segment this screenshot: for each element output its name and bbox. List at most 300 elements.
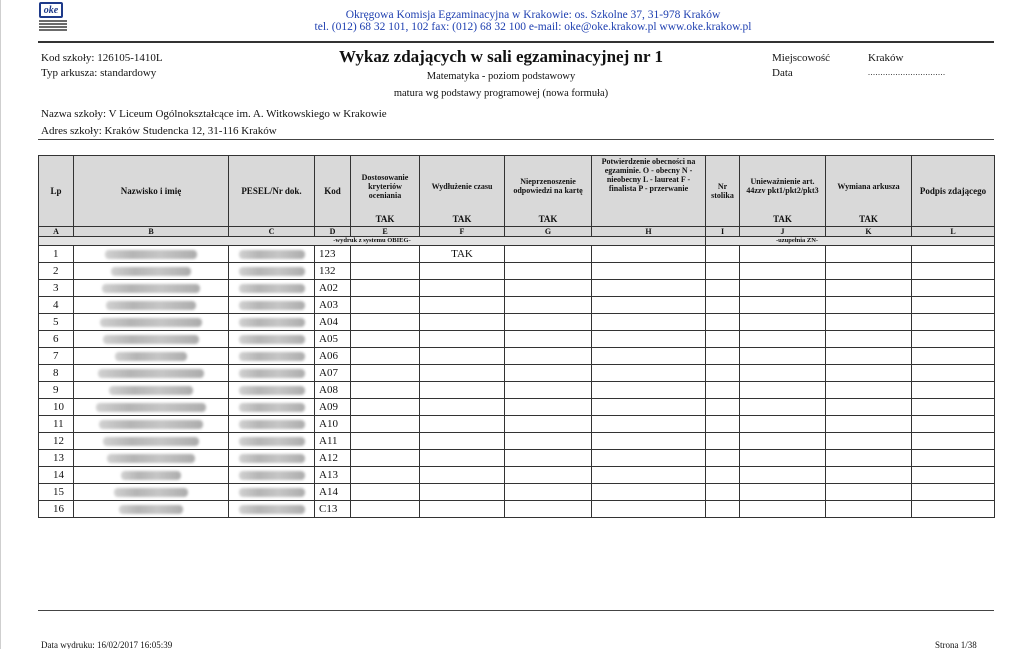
cell-lp: 7 [39, 348, 74, 365]
cell-pesel-redacted [229, 501, 315, 518]
cell-name-redacted [74, 382, 229, 399]
cell-lp: 11 [39, 416, 74, 433]
cell-empty [912, 382, 995, 399]
cell-kod: 123 [315, 246, 351, 263]
cell-lp: 5 [39, 314, 74, 331]
cell-kod: A02 [315, 280, 351, 297]
redacted-name [114, 488, 188, 497]
cell-name-redacted [74, 484, 229, 501]
exam-formula: matura wg podstawy programowej (nowa formuła) [393, 88, 609, 99]
cell-empty [351, 450, 420, 467]
cell-empty [826, 467, 912, 484]
cell-empty [740, 263, 826, 280]
column-header [505, 156, 592, 227]
cell-empty [592, 348, 706, 365]
column-letter: I [706, 227, 740, 237]
note-system-printout: -wydruk z systemu OBIEG- [39, 237, 706, 246]
cell-empty [826, 484, 912, 501]
cell-empty [592, 331, 706, 348]
page-title: Wykaz zdających w sali egzaminacyjnej nr 1 [339, 47, 663, 66]
cell-empty [351, 382, 420, 399]
cell-pesel-redacted [229, 433, 315, 450]
cell-name-redacted [74, 331, 229, 348]
redacted-name [119, 505, 183, 514]
cell-lp: 6 [39, 331, 74, 348]
cell-empty [505, 416, 592, 433]
candidates-table [38, 155, 995, 518]
cell-empty [351, 297, 420, 314]
table-row [39, 382, 995, 399]
cell-name-redacted [74, 433, 229, 450]
cell-extended-time [420, 314, 505, 331]
column-letter: D [315, 227, 351, 237]
cell-empty [505, 280, 592, 297]
column-header-label: Potwierdzenie obecności na egzaminie. O - obecny N - nieobecny L - laureat F - finalista P - przerwanie [601, 157, 696, 193]
location-label: Miejscowość [772, 52, 831, 64]
cell-empty [592, 433, 706, 450]
cell-empty [912, 314, 995, 331]
column-header-label: Nieprzenoszenie odpowiedzi na kartę [513, 177, 583, 195]
cell-lp: 14 [39, 467, 74, 484]
column-header-option: TAK [538, 214, 558, 224]
cell-extended-time [420, 501, 505, 518]
cell-extended-time: TAK [420, 246, 505, 263]
cell-extended-time [420, 297, 505, 314]
cell-kod: C13 [315, 501, 351, 518]
table-row [39, 416, 995, 433]
column-header [592, 156, 706, 227]
column-header-label: Nr stolika [711, 182, 734, 200]
cell-empty [351, 263, 420, 280]
column-header-option: TAK [773, 214, 792, 224]
cell-kod: A05 [315, 331, 351, 348]
table-row [39, 365, 995, 382]
cell-empty [826, 263, 912, 280]
cell-pesel-redacted [229, 484, 315, 501]
table-note-row [39, 237, 995, 246]
column-letter: L [912, 227, 995, 237]
cell-empty [592, 365, 706, 382]
cell-name-redacted [74, 501, 229, 518]
redacted-pesel [239, 352, 305, 361]
cell-lp: 1 [39, 246, 74, 263]
cell-empty [505, 331, 592, 348]
cell-extended-time [420, 484, 505, 501]
column-header-option: TAK [452, 214, 472, 224]
column-header [39, 156, 74, 227]
cell-empty [706, 433, 740, 450]
cell-name-redacted [74, 297, 229, 314]
cell-extended-time [420, 467, 505, 484]
cell-empty [351, 331, 420, 348]
cell-empty [826, 433, 912, 450]
cell-empty [912, 246, 995, 263]
cell-lp: 3 [39, 280, 74, 297]
column-letter: F [420, 227, 505, 237]
cell-extended-time [420, 263, 505, 280]
cell-empty [740, 365, 826, 382]
cell-empty [740, 467, 826, 484]
cell-empty [740, 297, 826, 314]
cell-empty [592, 416, 706, 433]
cell-empty [826, 365, 912, 382]
cell-empty [505, 246, 592, 263]
cell-empty [351, 433, 420, 450]
redacted-name [98, 369, 204, 378]
cell-empty [826, 382, 912, 399]
cell-empty [740, 399, 826, 416]
cell-pesel-redacted [229, 416, 315, 433]
cell-name-redacted [74, 263, 229, 280]
cell-empty [740, 501, 826, 518]
cell-extended-time [420, 399, 505, 416]
column-header-label: Unieważnienie art. 44zzv pkt1/pkt2/pkt3 [746, 177, 819, 195]
redacted-name [109, 386, 193, 395]
cell-empty [706, 484, 740, 501]
cell-name-redacted [74, 246, 229, 263]
cell-empty [912, 467, 995, 484]
cell-empty [912, 365, 995, 382]
redacted-pesel [239, 335, 305, 344]
column-letter: G [505, 227, 592, 237]
cell-empty [351, 314, 420, 331]
cell-empty [912, 450, 995, 467]
cell-empty [592, 280, 706, 297]
cell-empty [351, 365, 420, 382]
cell-empty [912, 263, 995, 280]
column-header-label: Podpis zdającego [919, 185, 987, 196]
cell-empty [740, 382, 826, 399]
school-code: Kod szkoły: 126105-1410L [41, 52, 163, 64]
school-address: Adres szkoły: Kraków Studencka 12, 31-116 Kraków [41, 125, 277, 137]
table-row [39, 331, 995, 348]
oke-logo-mark: oke [39, 2, 63, 18]
cell-empty [912, 297, 995, 314]
cell-empty [740, 450, 826, 467]
cell-empty [505, 297, 592, 314]
location-value: Kraków [868, 52, 904, 64]
cell-lp: 13 [39, 450, 74, 467]
cell-empty [740, 280, 826, 297]
redacted-pesel [239, 488, 305, 497]
cell-empty [592, 263, 706, 280]
column-header-label: Wydłużenie czasu [431, 181, 493, 191]
column-header [912, 156, 995, 227]
cell-empty [592, 297, 706, 314]
date-label: Data [772, 67, 793, 79]
cell-empty [505, 467, 592, 484]
cell-empty [706, 382, 740, 399]
column-header-label: PESEL/Nr dok. [241, 185, 302, 196]
redacted-name [102, 284, 200, 293]
column-letter: H [592, 227, 706, 237]
table-row [39, 280, 995, 297]
column-header [740, 156, 826, 227]
column-header-label: Nazwisko i imię [120, 185, 182, 196]
school-name: Nazwa szkoły: V Liceum Ogólnokształcące im. A. Witkowskiego w Krakowie [41, 108, 387, 120]
cell-pesel-redacted [229, 263, 315, 280]
cell-empty [826, 280, 912, 297]
redacted-pesel [239, 318, 305, 327]
cell-empty [740, 348, 826, 365]
cell-empty [351, 416, 420, 433]
cell-empty [706, 314, 740, 331]
redacted-name [115, 352, 187, 361]
cell-empty [505, 263, 592, 280]
cell-empty [505, 314, 592, 331]
cell-pesel-redacted [229, 246, 315, 263]
cell-lp: 16 [39, 501, 74, 518]
redacted-pesel [239, 403, 305, 412]
cell-empty [351, 399, 420, 416]
cell-pesel-redacted [229, 365, 315, 382]
cell-empty [826, 314, 912, 331]
cell-empty [592, 467, 706, 484]
cell-kod: A09 [315, 399, 351, 416]
cell-empty [592, 501, 706, 518]
cell-empty [351, 348, 420, 365]
cell-empty [351, 467, 420, 484]
column-header-label: Wymiana arkusza [837, 181, 900, 191]
cell-name-redacted [74, 365, 229, 382]
cell-empty [706, 263, 740, 280]
table-row [39, 484, 995, 501]
cell-empty [706, 246, 740, 263]
cell-name-redacted [74, 399, 229, 416]
cell-name-redacted [74, 416, 229, 433]
cell-pesel-redacted [229, 280, 315, 297]
cell-empty [706, 416, 740, 433]
cell-pesel-redacted [229, 314, 315, 331]
redacted-pesel [239, 369, 305, 378]
cell-extended-time [420, 280, 505, 297]
redacted-name [105, 250, 197, 259]
column-header-label: Kod [324, 185, 341, 196]
column-header [315, 156, 351, 227]
cell-pesel-redacted [229, 450, 315, 467]
column-header-label: Lp [50, 185, 62, 196]
cell-empty [740, 314, 826, 331]
cell-pesel-redacted [229, 297, 315, 314]
redacted-name [100, 318, 202, 327]
sheet-type: Typ arkusza: standardowy [41, 67, 157, 79]
cell-empty [912, 416, 995, 433]
cell-empty [740, 484, 826, 501]
column-header [420, 156, 505, 227]
redacted-name [107, 454, 195, 463]
cell-pesel-redacted [229, 399, 315, 416]
table-row [39, 399, 995, 416]
cell-empty [912, 484, 995, 501]
cell-kod: A07 [315, 365, 351, 382]
redacted-pesel [239, 471, 305, 480]
column-header [706, 156, 740, 227]
column-letter: A [39, 227, 74, 237]
table-row [39, 467, 995, 484]
cell-name-redacted [74, 450, 229, 467]
cell-empty [706, 399, 740, 416]
cell-name-redacted [74, 348, 229, 365]
cell-extended-time [420, 382, 505, 399]
cell-empty [912, 399, 995, 416]
cell-empty [826, 416, 912, 433]
cell-empty [706, 331, 740, 348]
table-row [39, 348, 995, 365]
header-divider [38, 41, 994, 43]
cell-pesel-redacted [229, 467, 315, 484]
cell-lp: 4 [39, 297, 74, 314]
column-letter: K [826, 227, 912, 237]
redacted-pesel [239, 301, 305, 310]
cell-extended-time [420, 331, 505, 348]
cell-empty [740, 331, 826, 348]
redacted-pesel [239, 386, 305, 395]
table-row [39, 263, 995, 280]
cell-kod: A08 [315, 382, 351, 399]
column-header-option: TAK [375, 214, 395, 224]
date-value: ............................... [868, 68, 946, 77]
cell-name-redacted [74, 467, 229, 484]
cell-pesel-redacted [229, 382, 315, 399]
column-header [74, 156, 229, 227]
table-row [39, 314, 995, 331]
cell-empty [505, 348, 592, 365]
cell-lp: 15 [39, 484, 74, 501]
cell-extended-time [420, 433, 505, 450]
cell-kod: 132 [315, 263, 351, 280]
cell-empty [826, 450, 912, 467]
exam-subject: Matematyka - poziom podstawowy [426, 71, 576, 82]
note-filled-by-zn: -uzupełnia ZN- [706, 237, 995, 246]
cell-empty [826, 297, 912, 314]
institution-address: Okręgowa Komisja Egzaminacyjna w Krakowie: os. Szkolne 37, 31-978 Kraków [345, 9, 721, 21]
cell-empty [592, 450, 706, 467]
table-letter-row [39, 227, 995, 237]
table-header-row [39, 156, 995, 227]
cell-kod: A03 [315, 297, 351, 314]
table-row [39, 501, 995, 518]
cell-kod: A04 [315, 314, 351, 331]
cell-extended-time [420, 450, 505, 467]
cell-empty [706, 467, 740, 484]
table-row [39, 246, 995, 263]
cell-empty [912, 280, 995, 297]
redacted-pesel [239, 505, 305, 514]
cell-empty [826, 331, 912, 348]
redacted-name [103, 437, 199, 446]
redacted-pesel [239, 420, 305, 429]
cell-lp: 10 [39, 399, 74, 416]
cell-empty [592, 399, 706, 416]
cell-kod: A12 [315, 450, 351, 467]
cell-extended-time [420, 348, 505, 365]
cell-empty [912, 348, 995, 365]
column-header [229, 156, 315, 227]
cell-pesel-redacted [229, 331, 315, 348]
cell-extended-time [420, 416, 505, 433]
cell-kod: A06 [315, 348, 351, 365]
cell-empty [505, 484, 592, 501]
column-header-label: Dostosowanie kryteriów oceniania [361, 172, 409, 200]
cell-empty [505, 450, 592, 467]
column-header [351, 156, 420, 227]
column-letter: B [74, 227, 229, 237]
info-divider [38, 139, 994, 140]
cell-empty [505, 365, 592, 382]
cell-empty [592, 314, 706, 331]
footer-divider [38, 610, 994, 611]
redacted-name [103, 335, 199, 344]
institution-contact: tel. (012) 68 32 101, 102 fax: (012) 68 32 100 e-mail: oke@oke.krakow.pl www.oke.krakow.pl [314, 21, 752, 33]
redacted-pesel [239, 267, 305, 276]
column-letter: E [351, 227, 420, 237]
print-date: Data wydruku: 16/02/2017 16:05:39 [41, 640, 173, 649]
table-row [39, 433, 995, 450]
cell-lp: 12 [39, 433, 74, 450]
table-row [39, 450, 995, 467]
cell-empty [706, 365, 740, 382]
cell-empty [706, 348, 740, 365]
redacted-pesel [239, 250, 305, 259]
redacted-name [99, 420, 203, 429]
cell-empty [740, 246, 826, 263]
cell-kod: A14 [315, 484, 351, 501]
cell-empty [505, 399, 592, 416]
cell-kod: A10 [315, 416, 351, 433]
cell-empty [912, 331, 995, 348]
column-header [826, 156, 912, 227]
cell-name-redacted [74, 280, 229, 297]
cell-lp: 2 [39, 263, 74, 280]
cell-empty [505, 382, 592, 399]
cell-lp: 8 [39, 365, 74, 382]
redacted-name [111, 267, 191, 276]
cell-kod: A11 [315, 433, 351, 450]
redacted-pesel [239, 454, 305, 463]
cell-empty [912, 501, 995, 518]
cell-empty [592, 246, 706, 263]
cell-kod: A13 [315, 467, 351, 484]
cell-empty [706, 280, 740, 297]
column-letter: J [740, 227, 826, 237]
cell-name-redacted [74, 314, 229, 331]
table-row [39, 297, 995, 314]
cell-empty [351, 501, 420, 518]
redacted-name [121, 471, 181, 480]
cell-empty [505, 501, 592, 518]
cell-empty [592, 382, 706, 399]
page-number: Strona 1/38 [935, 640, 977, 649]
cell-empty [826, 399, 912, 416]
cell-pesel-redacted [229, 348, 315, 365]
redacted-pesel [239, 284, 305, 293]
cell-empty [826, 501, 912, 518]
cell-empty [592, 484, 706, 501]
cell-empty [706, 501, 740, 518]
column-letter: C [229, 227, 315, 237]
redacted-name [96, 403, 206, 412]
cell-empty [826, 246, 912, 263]
cell-empty [351, 246, 420, 263]
cell-lp: 9 [39, 382, 74, 399]
cell-empty [826, 348, 912, 365]
cell-empty [351, 280, 420, 297]
cell-extended-time [420, 365, 505, 382]
cell-empty [351, 484, 420, 501]
cell-empty [740, 433, 826, 450]
redacted-pesel [239, 437, 305, 446]
cell-empty [706, 450, 740, 467]
